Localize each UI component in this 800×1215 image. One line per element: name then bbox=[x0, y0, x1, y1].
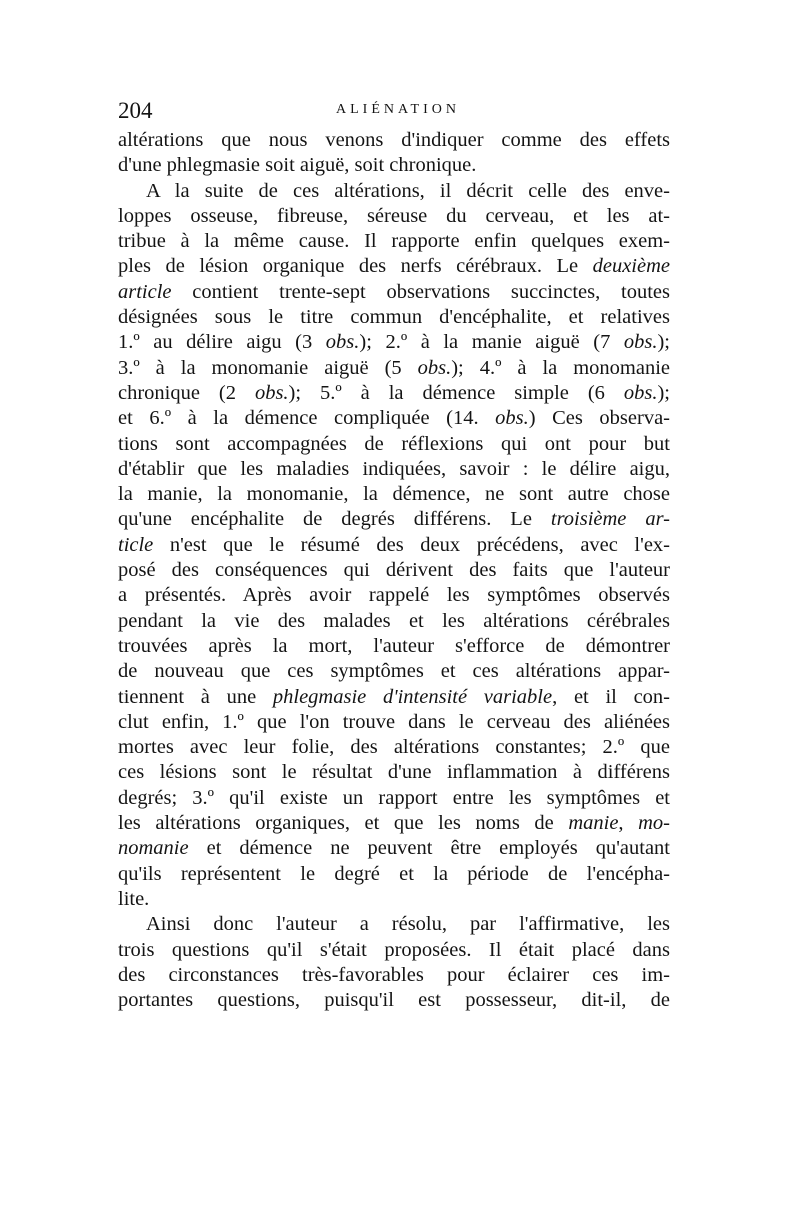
text-run: tions sont accompagnées de réflexions qui ont pour but bbox=[118, 432, 670, 455]
text-run: et 6.º à la démence compliquée (14. bbox=[118, 407, 496, 430]
text-line bbox=[118, 811, 670, 836]
text-line bbox=[118, 912, 670, 937]
text-line bbox=[118, 432, 670, 457]
text-run: ); 2.º à la manie aiguë (7 bbox=[359, 331, 624, 354]
text-run: Ainsi donc l'auteur a résolu, par l'affirmative, les bbox=[146, 913, 670, 936]
running-title: ALIÉNATION bbox=[336, 102, 460, 117]
text-line bbox=[118, 659, 670, 684]
text-run: altérations que nous venons d'indiquer comme des effets bbox=[118, 129, 670, 151]
text-run: d'une phlegmasie soit aiguë, soit chronique. bbox=[118, 154, 477, 177]
text-run: ); bbox=[657, 381, 671, 404]
text-run: qu'une encéphalite de degrés différens. Le bbox=[118, 508, 551, 531]
text-line bbox=[118, 280, 670, 305]
italic-text: phlegmasie d'intensité variable bbox=[272, 685, 553, 708]
italic-text: obs. bbox=[417, 356, 452, 379]
text-line bbox=[118, 406, 670, 431]
text-run: trois questions qu'il s'était proposées. Il était placé dans bbox=[118, 938, 670, 961]
italic-text: article bbox=[118, 280, 172, 303]
italic-text: deuxième bbox=[592, 255, 670, 278]
text-run: des circonstances très-favorables pour éclairer ces im- bbox=[118, 963, 670, 986]
text-line bbox=[118, 507, 670, 532]
text-run: ); bbox=[657, 331, 670, 354]
text-run: portantes questions, puisqu'il est possesseur, dit-il, de bbox=[118, 989, 670, 1012]
text-run: et démence ne peuvent être employés qu'autant bbox=[188, 837, 670, 860]
italic-text: obs. bbox=[623, 331, 658, 354]
text-line bbox=[118, 634, 670, 659]
text-run: n'est que le résumé des deux précédens, avec l'ex- bbox=[153, 533, 670, 556]
text-line bbox=[118, 887, 670, 912]
text-line bbox=[118, 609, 670, 634]
text-run: tiennent à une bbox=[118, 685, 273, 708]
page-header bbox=[118, 98, 678, 128]
text-run: d'établir que les maladies indiquées, savoir : le délire aigu, bbox=[118, 457, 670, 480]
text-line bbox=[118, 963, 670, 988]
italic-text: obs. bbox=[495, 407, 529, 430]
italic-text: manie bbox=[568, 812, 619, 835]
text-line bbox=[118, 938, 670, 963]
text-run: , et il con- bbox=[552, 685, 670, 708]
text-run: clut enfin, 1.º que l'on trouve dans le cerveau des aliénées bbox=[118, 710, 670, 733]
italic-text: troisième ar- bbox=[550, 508, 670, 531]
text-line bbox=[118, 204, 670, 229]
text-line bbox=[118, 988, 670, 1013]
text-run: posé des conséquences qui dérivent des faits que l'auteur bbox=[118, 559, 670, 582]
text-run: de nouveau que ces symptômes et ces altérations appar- bbox=[118, 660, 670, 683]
text-run: trouvées après la mort, l'auteur s'efforce de démontrer bbox=[118, 634, 670, 657]
italic-text: ticle bbox=[118, 533, 154, 556]
italic-text: obs. bbox=[325, 331, 360, 354]
body-text bbox=[118, 128, 670, 1013]
text-run: ); 4.º à la monomanie bbox=[451, 356, 670, 379]
text-run: pendant la vie des malades et les altérations cérébrales bbox=[118, 609, 670, 632]
text-run: lite. bbox=[118, 887, 150, 910]
text-line bbox=[118, 229, 670, 254]
text-run: désignées sous le titre commun d'encéphalite, et relatives bbox=[118, 306, 670, 329]
text-line bbox=[118, 254, 670, 279]
italic-text: mo- bbox=[638, 812, 671, 835]
text-line bbox=[118, 558, 670, 583]
text-run: tribue à la même cause. Il rapporte enfin quelques exem- bbox=[118, 230, 670, 253]
text-run: la manie, la monomanie, la démence, ne sont autre chose bbox=[118, 483, 670, 506]
text-line bbox=[118, 128, 670, 153]
text-line bbox=[118, 760, 670, 785]
text-line bbox=[118, 305, 670, 330]
text-run: ) Ces observa- bbox=[528, 407, 670, 430]
text-line bbox=[118, 862, 670, 887]
text-line bbox=[118, 836, 670, 861]
text-line bbox=[118, 482, 670, 507]
text-line bbox=[118, 685, 670, 710]
text-run: qu'ils représentent le degré et la période de l'encépha- bbox=[118, 862, 670, 885]
text-run: loppes osseuse, fibreuse, séreuse du cerveau, et les at- bbox=[118, 204, 670, 227]
text-run: ces lésions sont le résultat d'une inflammation à différens bbox=[118, 761, 670, 784]
text-run: , bbox=[618, 812, 639, 835]
text-run: les altérations organiques, et que les noms de bbox=[118, 812, 569, 835]
italic-text: nomanie bbox=[118, 837, 189, 860]
text-line bbox=[118, 710, 670, 735]
text-line bbox=[118, 330, 670, 355]
text-run: chronique (2 bbox=[118, 381, 255, 404]
text-run: ples de lésion organique des nerfs cérébraux. Le bbox=[118, 255, 593, 278]
text-line bbox=[118, 356, 670, 381]
text-line bbox=[118, 533, 670, 558]
text-run: A la suite de ces altérations, il décrit celle des enve- bbox=[146, 179, 670, 202]
text-run: a présentés. Après avoir rappelé les symptômes observés bbox=[118, 584, 670, 607]
text-run: 1.º au délire aigu (3 bbox=[118, 331, 326, 354]
text-line bbox=[118, 179, 670, 204]
page-number: 204 bbox=[118, 98, 153, 123]
text-line bbox=[118, 457, 670, 482]
text-line bbox=[118, 786, 670, 811]
text-line bbox=[118, 583, 670, 608]
text-line bbox=[118, 735, 670, 760]
text-line bbox=[118, 381, 670, 406]
text-run: ); 5.º à la démence simple (6 bbox=[288, 381, 624, 404]
italic-text: obs. bbox=[254, 381, 289, 404]
text-line bbox=[118, 153, 670, 178]
text-run: degrés; 3.º qu'il existe un rapport entre les symptômes et bbox=[118, 786, 670, 809]
text-run: mortes avec leur folie, des altérations constantes; 2.º que bbox=[118, 736, 670, 759]
text-run: 3.º à la monomanie aiguë (5 bbox=[118, 356, 418, 379]
italic-text: obs. bbox=[623, 381, 658, 404]
text-run: contient trente-sept observations succinctes, toutes bbox=[171, 280, 670, 303]
